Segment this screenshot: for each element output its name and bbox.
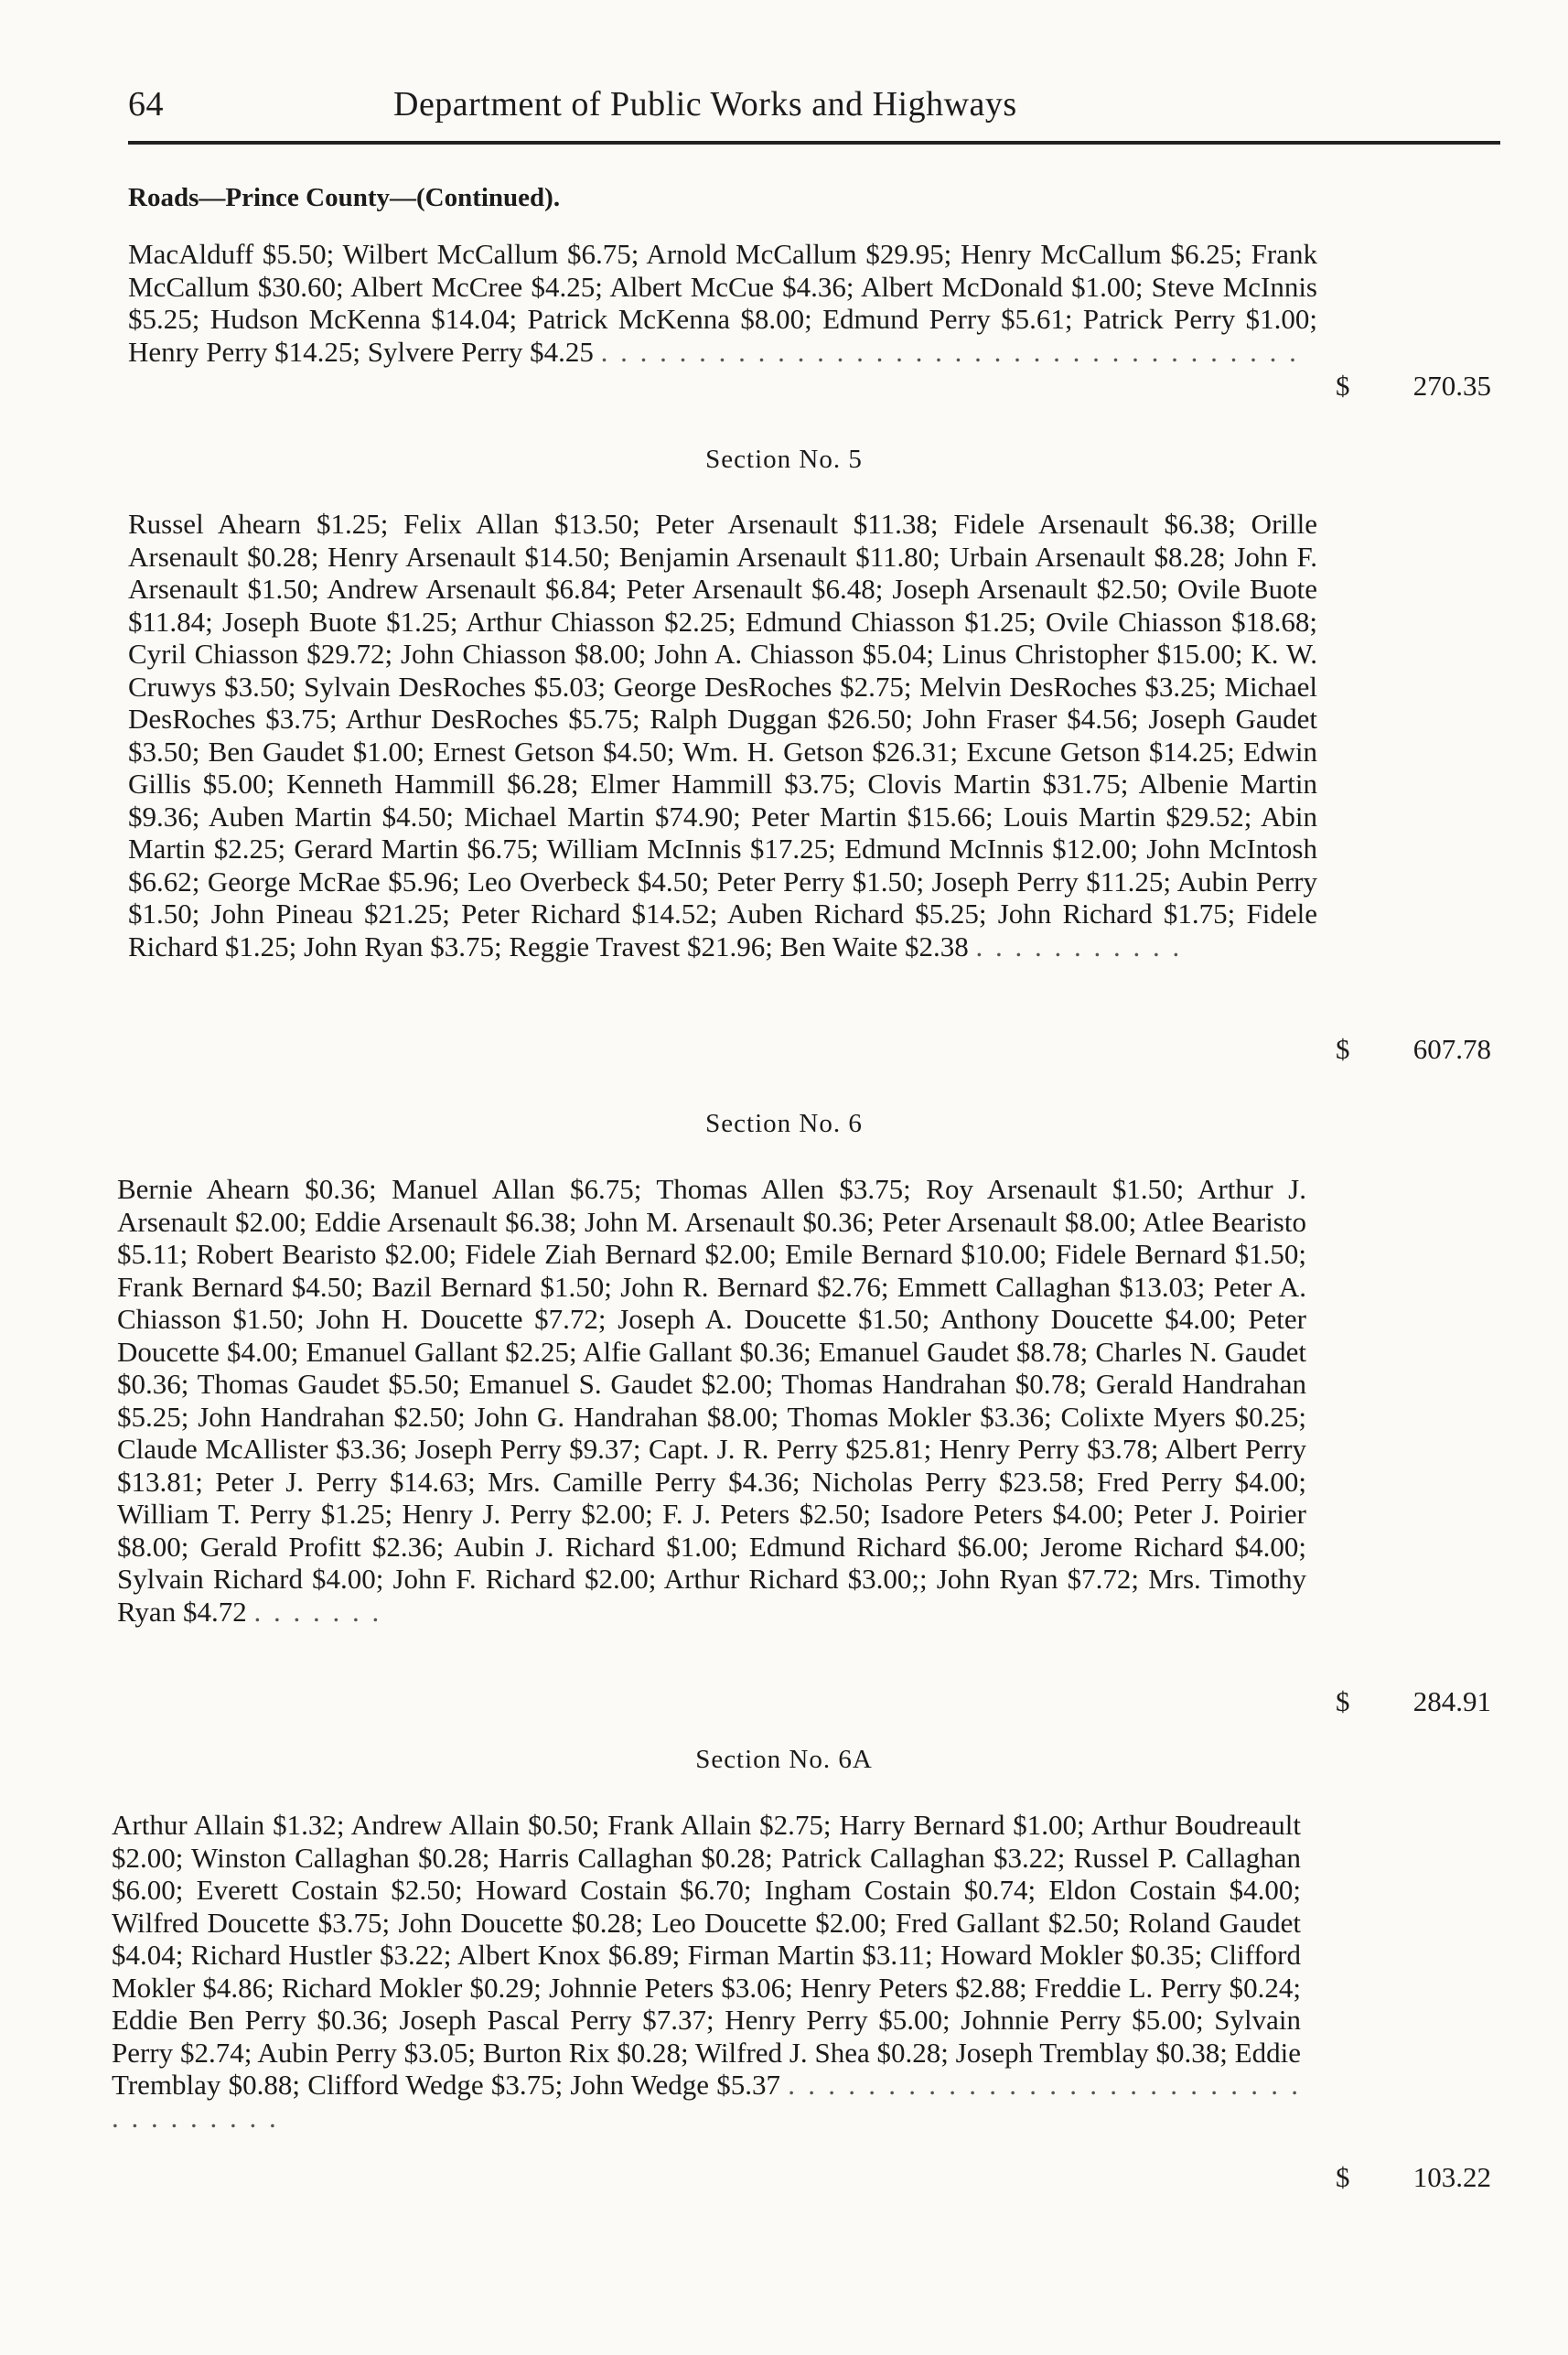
- section-text: Bernie Ahearn $0.36; Manuel Allan $6.75; Thomas Allen $3.75; Roy Arsenault $1.50; Arthur J. Arsenault $2.00; Eddie Arsenault $6.38; John M. Arsenault $0.36; Peter Arsenault $8.00; Atlee Bearisto $5.11; Robert Bearisto $2.00; Fidele Ziah Bernard $2.00; Emile Bernard $10.00; Fidele Bernard $1.50; Frank Bernard $4.50; Bazil Bernard $1.50; John R. Bernard $2.76; Emmett Callaghan $13.03; Peter A. Chiasson $1.50; John H. Doucette $7.72; Joseph A. Doucette $1.50; Anthony Doucette $4.00; Peter Doucette $4.00; Emanuel Gallant $2.25; Alfie Gallant $0.36; Emanuel Gaudet $8.78; Charles N. Gaudet $0.36; Thomas Gaudet $5.50; Emanuel S. Gaudet $2.00; Thomas Handrahan $0.78; Gerald Handrahan $5.25; John Handrahan $2.50; John G. Handrahan $8.00; Thomas Mokler $3.36; Colixte Myers $0.25; Claude McAllister $3.36; Joseph Perry $9.37; Capt. J. R. Perry $25.81; Henry Perry $3.78; Albert Perry $13.81; Peter J. Perry $14.63; Mrs. Camille Perry $4.36; Nicholas Perry $23.58; Fred Perry $4.00; William T. Perry $1.25; Henry J. Perry $2.00; F. J. Peters $2.50; Isadore Peters $4.00; Peter J. Poirier $8.00; Gerald Profitt $2.36; Aubin J. Richard $1.00; Edmund Richard $6.00; Jerome Richard $4.00; Sylvain Richard $4.00; John F. Richard $2.00; Arthur Richard $3.00;; John Ryan $7.72; Mrs. Timothy Ryan $4.72: [117, 1173, 1306, 1628]
- section-heading: Section No. 6: [705, 1109, 863, 1138]
- section-paragraph: [117, 1173, 1306, 1628]
- dot-leader: . . . . . . . . . . . . . . . . . . . . . . . . . . . . . . . . . . . .: [600, 335, 1299, 368]
- running-title: Department of Public Works and Highways: [393, 85, 1017, 124]
- page-number: 64: [128, 85, 164, 124]
- total-amount: 270.35: [1412, 370, 1491, 402]
- dot-leader: . . . . . . . . . . .: [975, 930, 1183, 962]
- currency-sign: $: [1336, 1685, 1350, 1717]
- section-total: [1336, 1685, 1491, 1718]
- section-heading: Section No. 5: [705, 445, 863, 474]
- running-header: [128, 84, 1500, 139]
- section-text: Arthur Allain $1.32; Andrew Allain $0.50; Frank Allain $2.75; Harry Bernard $1.00; Arthur Boudreault $2.00; Winston Callaghan $0.28; Harris Callaghan $0.28; Patrick Callaghan $3.22; Russel P. Callaghan $6.00; Everett Costain $2.50; Howard Costain $6.70; Ingham Costain $0.74; Eldon Costain $4.00; Wilfred Doucette $3.75; John Doucette $0.28; Leo Doucette $2.00; Fred Gallant $2.50; Roland Gaudet $4.04; Richard Hustler $3.22; Albert Knox $6.89; Firman Martin $3.11; Howard Mokler $0.35; Clifford Mokler $4.86; Richard Mokler $0.29; Johnnie Peters $3.06; Henry Peters $2.88; Freddie L. Perry $0.24; Eddie Ben Perry $0.36; Joseph Pascal Perry $7.37; Henry Perry $5.00; Johnnie Perry $5.00; Sylvain Perry $2.74; Aubin Perry $3.05; Burton Rix $0.28; Wilfred J. Shea $0.28; Joseph Tremblay $0.38; Eddie Tremblay $0.88; Clifford Wedge $3.75; John Wedge $5.37: [112, 1809, 1301, 2101]
- section-paragraph: [128, 508, 1317, 962]
- total-amount: 103.22: [1412, 2161, 1491, 2193]
- currency-sign: $: [1336, 2161, 1350, 2193]
- section-total: [1336, 2161, 1491, 2194]
- section-total: [1336, 370, 1491, 403]
- section-heading: Section No. 6A: [695, 1745, 873, 1774]
- currency-sign: $: [1336, 370, 1350, 402]
- section-total: [1336, 1033, 1491, 1066]
- dot-leader: . . . . . . . . . . . . . . . . . . . . . . . . . . . . . . . . . . .: [112, 2069, 1301, 2134]
- section-text: MacAlduff $5.50; Wilbert McCallum $6.75; Arnold McCallum $29.95; Henry McCallum $6.25; Frank McCallum $30.60; Albert McCree $4.25; Albert McCue $4.36; Albert McDonald $1.00; Steve McInnis $5.25; Hudson McKenna $14.04; Patrick McKenna $8.00; Edmund Perry $5.61; Patrick Perry $1.00; Henry Perry $14.25; Sylvere Perry $4.25: [128, 238, 1317, 368]
- subheading: Roads—Prince County—(Continued).: [128, 183, 561, 212]
- section-paragraph: [112, 1809, 1301, 2134]
- section-paragraph: [128, 238, 1317, 368]
- header-rule: [128, 141, 1500, 145]
- total-amount: 284.91: [1412, 1685, 1491, 1717]
- dot-leader: . . . . . . .: [253, 1595, 382, 1628]
- total-amount: 607.78: [1412, 1033, 1491, 1065]
- currency-sign: $: [1336, 1033, 1350, 1065]
- section-text: Russel Ahearn $1.25; Felix Allan $13.50; Peter Arsenault $11.38; Fidele Arsenault $6.38; Orille Arsenault $0.28; Henry Arsenault $14.50; Benjamin Arsenault $11.80; Urbain Arsenault $8.28; John F. Arsenault $1.50; Andrew Arsenault $6.84; Peter Arsenault $6.48; Joseph Arsenault $2.50; Ovile Buote $11.84; Joseph Buote $1.25; Arthur Chiasson $2.25; Edmund Chiasson $1.25; Ovile Chiasson $18.68; Cyril Chiasson $29.72; John Chiasson $8.00; John A. Chiasson $5.04; Linus Christopher $15.00; K. W. Cruwys $3.50; Sylvain DesRoches $5.03; George DesRoches $2.75; Melvin DesRoches $3.25; Michael DesRoches $3.75; Arthur DesRoches $5.75; Ralph Duggan $26.50; John Fraser $4.56; Joseph Gaudet $3.50; Ben Gaudet $1.00; Ernest Getson $4.50; Wm. H. Getson $26.31; Excune Getson $14.25; Edwin Gillis $5.00; Kenneth Hammill $6.28; Elmer Hammill $3.75; Clovis Martin $31.75; Albenie Martin $9.36; Auben Martin $4.50; Michael Martin $74.90; Peter Martin $15.66; Louis Martin $29.52; Abin Martin $2.25; Gerard Martin $6.75; William McInnis $17.25; Edmund McInnis $12.00; John McIntosh $6.62; George McRae $5.96; Leo Overbeck $4.50; Peter Perry $1.50; Joseph Perry $11.25; Aubin Perry $1.50; John Pineau $21.25; Peter Richard $14.52; Auben Richard $5.25; John Richard $1.75; Fidele Richard $1.25; John Ryan $3.75; Reggie Travest $21.96; Ben Waite $2.38: [128, 508, 1317, 962]
